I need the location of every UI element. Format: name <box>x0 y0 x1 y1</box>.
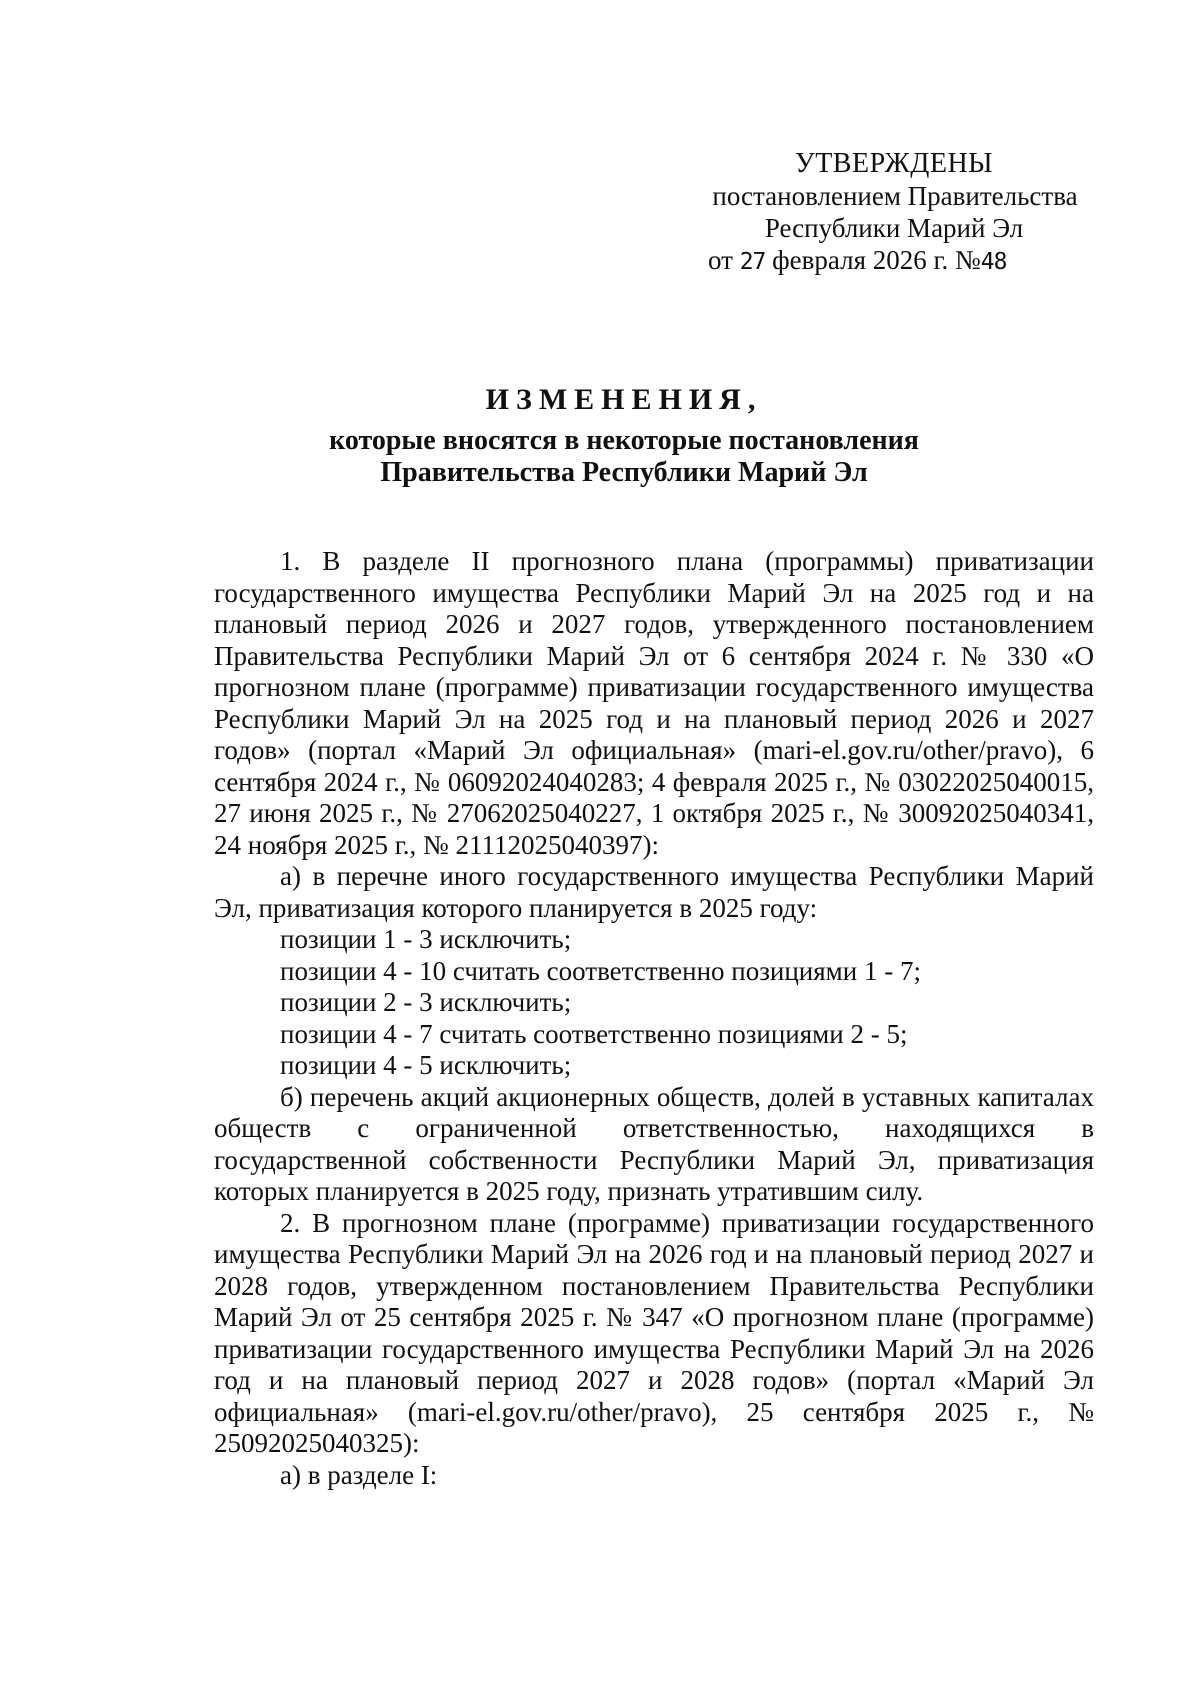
paragraph-1: 1. В разделе II прогнозного плана (программы) приватизации государственного имущества Республики Марий Эл на 2025 год и на плановый период 2026 и 2027 годов, утвержденного постановлением Правительства Республики Марий Эл от 6 сентября 2024 г. № 330 «О прогнозном плане (программе) приватизации государственного имущества Республики Марий Эл на 2025 год и на плановый период 2026 и 2027 годов» (портал «Марий Эл официальная» (mari-el.gov.ru/other/pravo), 6 сентября 2024 г., № 06092024040283; 4 февраля 2025 г., № 03022025040015, 27 июня 2025 г., № 27062025040227, 1 октября 2025 г., № 30092025040341, 24 ноября 2025 г., № 21112025040397): <box>214 546 1094 860</box>
approval-heading: УТВЕРЖДЕНЫ <box>794 148 994 179</box>
list-item: позиции 2 - 3 исключить; <box>280 987 572 1017</box>
approval-date <box>640 244 1120 278</box>
paragraph-2a: а) в разделе I: <box>280 1459 438 1490</box>
document-subtitle <box>0 425 1200 489</box>
approval-stamp <box>640 148 1120 278</box>
list-item: позиции 1 - 3 исключить; <box>280 924 572 954</box>
subtitle-line-2: Правительства Республики Марий Эл <box>380 457 868 488</box>
approval-doc-number: 48 <box>980 249 1007 275</box>
subtitle-line-1: которые вносятся в некоторые постановления <box>329 425 919 456</box>
paragraph-2: 2. В прогнозном плане (программе) приватизации государственного имущества Республики Марий Эл на 2026 год и на плановый период 2027 и 2028 годов, утвержденном постановлением Правительства Республики Марий Эл от 25 сентября 2025 г. № 347 «О прогнозном плане (программе) приватизации государственного имущества Республики Марий Эл на 2026 год и на плановый период 2027 и 2028 годов» (портал «Марий Эл официальная» (mari-el.gov.ru/other/pravo), 25 сентября 2025 г., № 25092025040325): <box>214 1207 1094 1458</box>
list-item: позиции 4 - 5 исключить; <box>280 1050 572 1080</box>
paragraph-1a: а) в перечне иного государственного имущества Республики Марий Эл, приватизация которого планируется в 2025 году: <box>214 861 1094 923</box>
approval-date-prefix: от <box>708 245 733 275</box>
approval-date-rest: февраля 2026 г. № <box>772 245 981 275</box>
approval-line-1: постановлением Правительства <box>712 181 1078 211</box>
approval-date-day: 27 <box>739 249 766 275</box>
document-body <box>214 546 1094 1491</box>
list-item: позиции 4 - 10 считать соответственно позициями 1 - 7; <box>280 955 921 986</box>
approval-line-2: Республики Марий Эл <box>764 213 1024 243</box>
list-item: позиции 4 - 7 считать соответственно позициями 2 - 5; <box>280 1018 908 1049</box>
document-title: ИЗМЕНЕНИЯ, <box>485 383 763 416</box>
paragraph-1b: б) перечень акций акционерных обществ, долей в уставных капиталах обществ с ограниченной ответственностью, находящихся в государственной собственности Республики Марий Эл, приватизация которых планируется в 2025 году, признать утратившим силу. <box>214 1081 1094 1206</box>
